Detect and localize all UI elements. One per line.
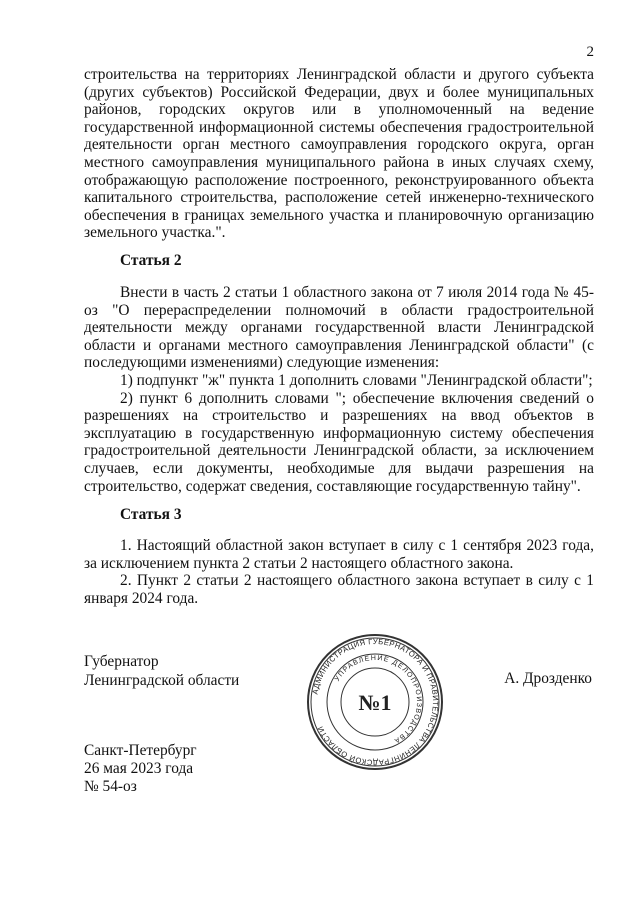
signatory-name: А. Дрозденко bbox=[504, 670, 592, 687]
law-number: № 54-оз bbox=[84, 778, 137, 795]
article-2-paragraph-3: 2) пункт 6 дополнить словами "; обеспечение включения сведений о разрешениях на строительство и разрешениях на ввод объектов в эксплуатацию в государственную информационную систему обеспечения градостроительной деятельности Ленинградской области, за исключением случаев, если документы, необходимые для выдачи разрешения на строительство, содержат сведения, составляющие государственную тайну". bbox=[84, 389, 594, 495]
article-2-body bbox=[84, 284, 594, 495]
article-3-heading: Статья 3 bbox=[120, 506, 182, 523]
article-2-paragraph-1: Внести в часть 2 статьи 1 областного закона от 7 июля 2014 года № 45-оз "О перераспределении полномочий в области градостроительной деятельности между органами государственной власти Ленинградской области и органами местного самоуправления Ленинградской области" (с последующими изменениями) следующие изменения: bbox=[84, 284, 594, 372]
article-3-paragraph-2: 2. Пункт 2 статьи 2 настоящего областного закона вступает в силу с 1 января 2024 года. bbox=[84, 572, 594, 607]
seal-number: №1 bbox=[358, 690, 392, 715]
signatory-title-line-1: Губернатор bbox=[84, 653, 159, 670]
intro-text: строительства на территориях Ленинградской области и другого субъекта (других субъектов) Российской Федерации, двух и более муниципальных районов, городских округов или в уполномоченный на ведение государственной информационной системы обеспечения градостроительной деятельности орган местного самоуправления городского округа, орган местного самоуправления муниципального района в иных случаях схему, отображающую расположение построенного, реконструированного объекта капитального строительства, расположение сетей инженерно-технического обеспечения в границах земельного участка и планировочную организацию земельного участка.". bbox=[84, 66, 594, 242]
page-number: 2 bbox=[586, 44, 594, 60]
article-3-paragraph-1: 1. Настоящий областной закон вступает в силу с 1 сентября 2023 года, за исключением пункта 2 статьи 2 настоящего областного закона. bbox=[84, 537, 594, 572]
signatory-title-line-2: Ленинградской области bbox=[84, 672, 240, 689]
official-seal bbox=[305, 632, 445, 772]
seal-inner-text: УПРАВЛЕНИЕ ДЕЛОПРОИЗВОДСТВА bbox=[333, 654, 423, 745]
intro-paragraph bbox=[84, 66, 594, 242]
seal-graphic bbox=[305, 632, 445, 772]
date: 26 мая 2023 года bbox=[84, 760, 194, 777]
seal-outer-text: АДМИНИСТРАЦИЯ ГУБЕРНАТОРА И ПРАВИТЕЛЬСТВА ЛЕНИНГРАДСКОЙ ОБЛАСТИ bbox=[310, 636, 441, 768]
article-2-paragraph-2: 1) подпункт "ж" пункта 1 дополнить словами "Ленинградской области"; bbox=[120, 371, 593, 389]
place-and-date bbox=[84, 742, 197, 796]
city: Санкт-Петербург bbox=[84, 742, 197, 759]
article-3-body bbox=[84, 537, 594, 607]
signatory-title bbox=[84, 652, 239, 690]
article-2-heading: Статья 2 bbox=[120, 252, 182, 269]
